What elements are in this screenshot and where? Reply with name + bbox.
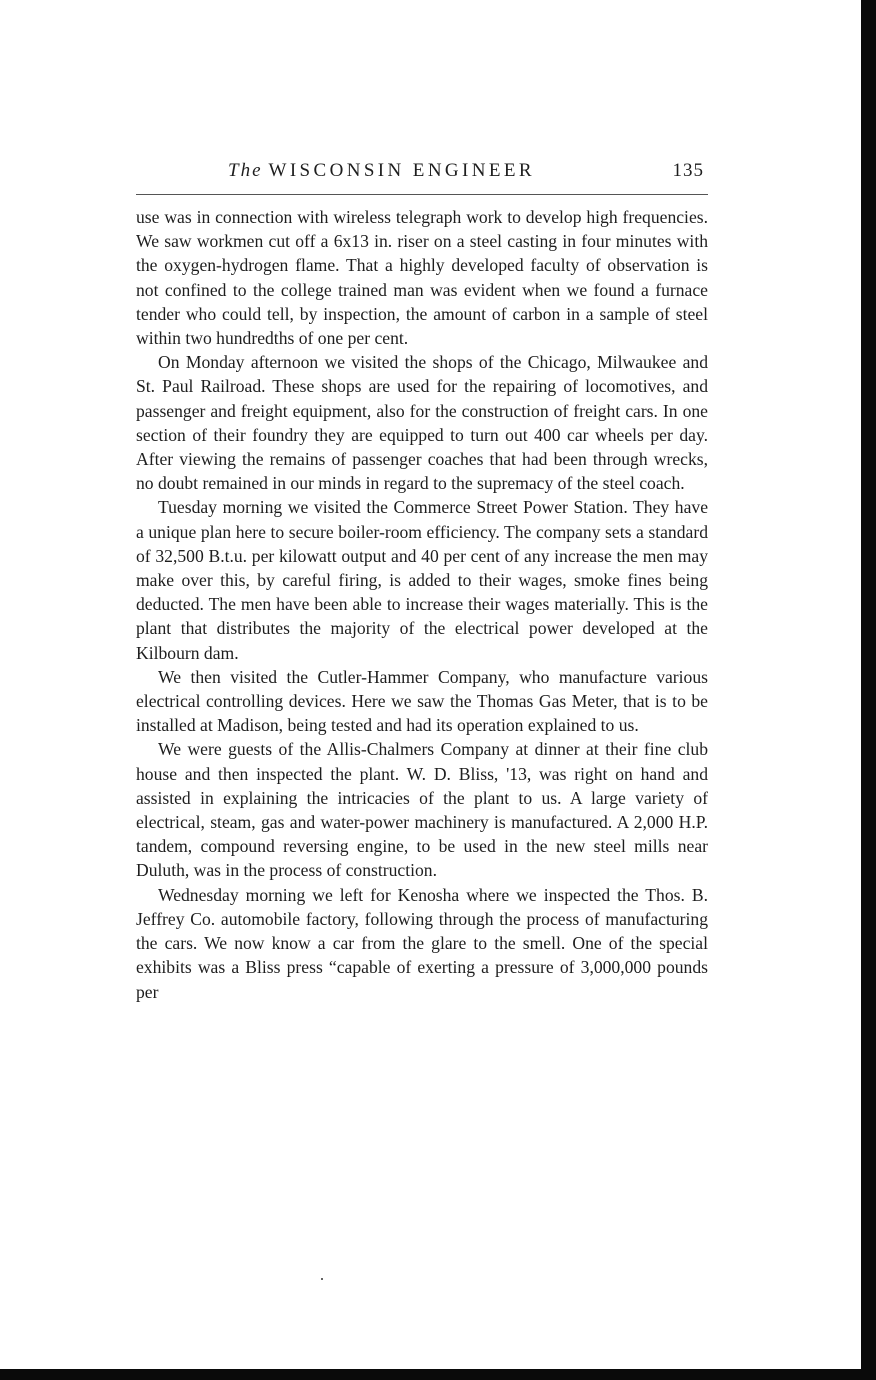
journal-title-name: WISCONSIN ENGINEER — [268, 160, 535, 181]
scan-speck — [321, 1278, 323, 1280]
paragraph-allis-chalmers: We were guests of the Allis-Chalmers Company at dinner at their fine club house and then inspected the plant. W. D. Bliss, '13, was right on hand and assisted in explaining the intricacies of the plant to us. A large variety of electrical, steam, gas and water-power machinery is manufactured. A 2,000 H.P. tandem, compound reversing engine, to be used in the new steel mills near Duluth, was in the process of construction. — [136, 739, 708, 881]
scan-border-bottom — [0, 1369, 876, 1380]
article-body — [136, 205, 708, 1004]
journal-title — [228, 160, 535, 182]
paragraph-cutler-hammer: We then visited the Cutler-Hammer Company, who manufacture various electrical controlling devices. Here we saw the Thomas Gas Meter, that is to be installed at Madison, being tested and had its operation explained to us. — [136, 666, 708, 736]
paragraph-continued: use was in connection with wireless telegraph work to develop high frequencies. We saw workmen cut off a 6x13 in. riser on a steel casting in four minutes with the oxygen-hydrogen flame. That a highly developed faculty of observation is not confined to the college trained man was evident when we found a furnace tender who could tell, by inspection, the amount of carbon in a sample of steel within two hundredths of one per cent. — [136, 207, 708, 349]
header-rule — [136, 194, 708, 195]
paragraph-commerce-street-power: Tuesday morning we visited the Commerce Street Power Station. They have a unique plan here to secure boiler-room efficiency. The company sets a standard of 32,500 B.t.u. per kilowatt output and 40 per cent of any increase the men may make over this, by careful firing, is added to their wages, smoke fines being deducted. The men have been able to increase their wages materially. This is the plant that distributes the majority of the electrical power developed at the Kilbourn dam. — [136, 497, 708, 663]
running-head — [136, 158, 708, 188]
page-number: 135 — [672, 160, 704, 181]
paragraph-kenosha-jeffrey: Wednesday morning we left for Kenosha where we inspected the Thos. B. Jeffrey Co. automobile factory, following through the process of manufacturing the cars. We now know a car from the glare to the smell. One of the special exhibits was a Bliss press “capable of exerting a pressure of 3,000,000 pounds per — [136, 884, 708, 1002]
journal-title-article: The — [228, 160, 263, 181]
scan-border-right — [861, 0, 876, 1380]
paragraph-chicago-milwaukee-shops: On Monday afternoon we visited the shops of the Chicago, Milwaukee and St. Paul Railroad. These shops are used for the repairing of locomotives, and passenger and freight equipment, also for the construction of freight cars. In one section of their foundry they are equipped to turn out 400 car wheels per day. After viewing the remains of passenger coaches that had been through wrecks, no doubt remained in our minds in regard to the supremacy of the steel coach. — [136, 352, 708, 494]
